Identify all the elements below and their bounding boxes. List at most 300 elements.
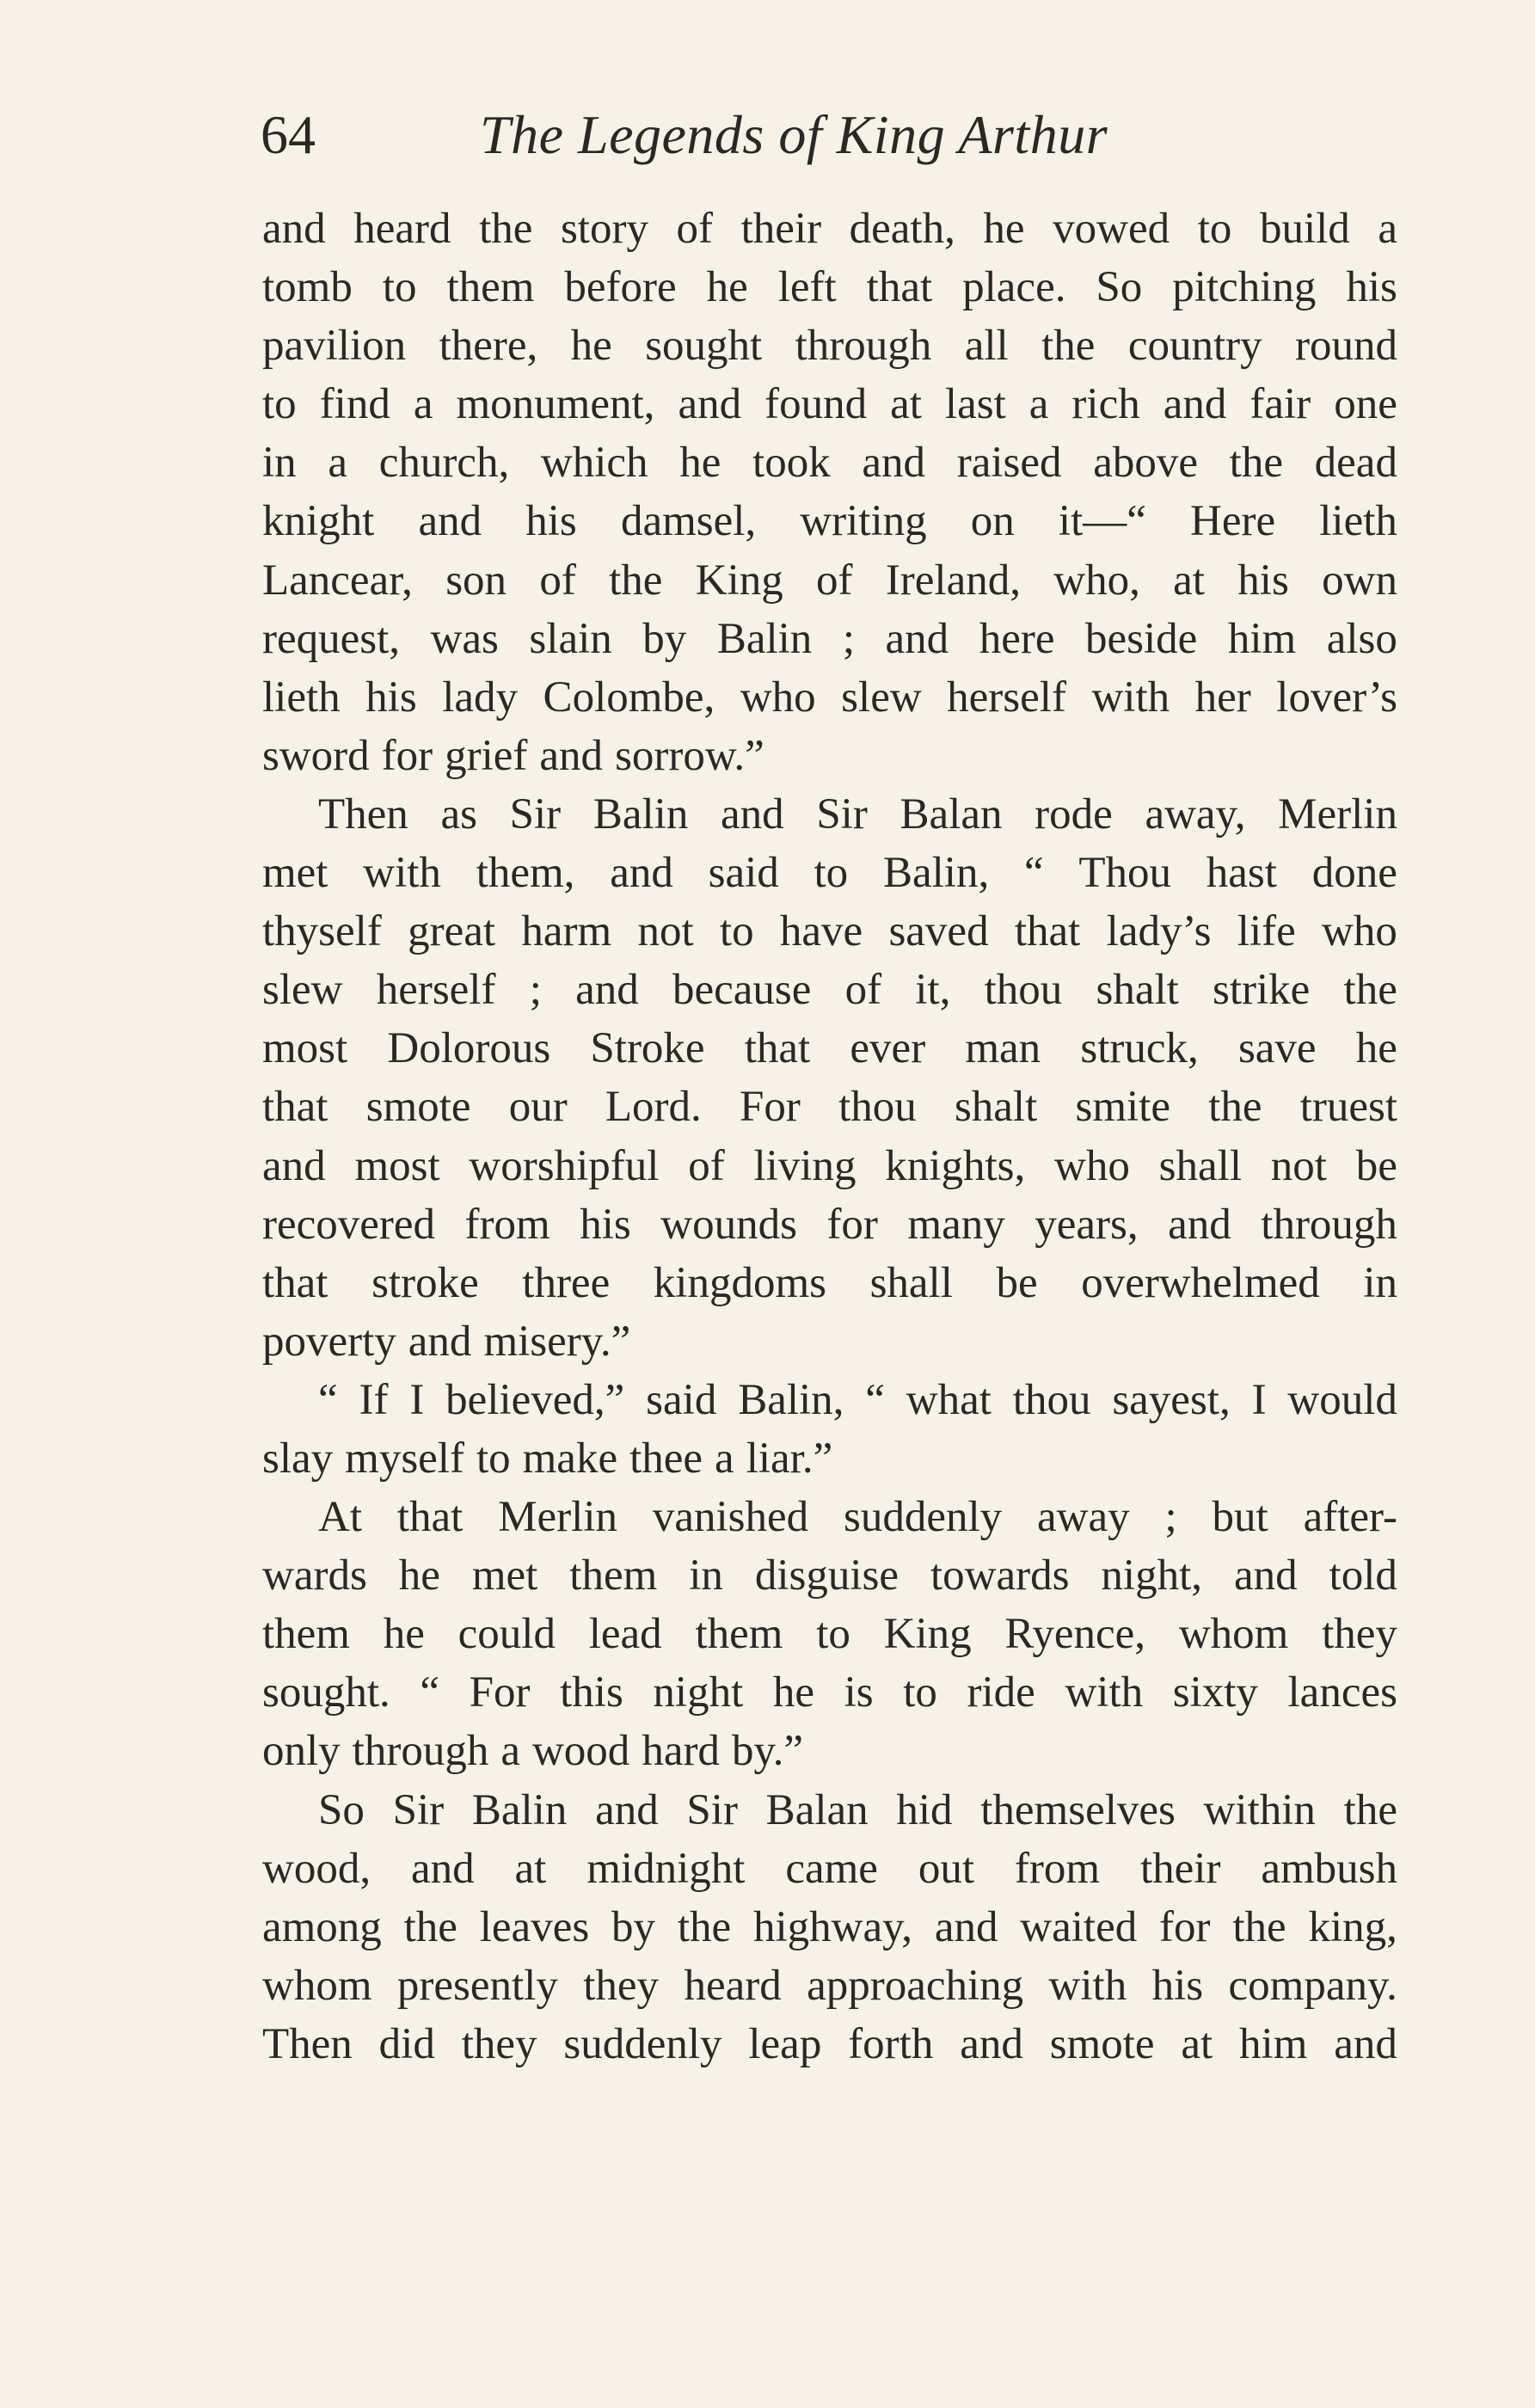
word: this <box>560 1668 623 1717</box>
word: and <box>575 966 639 1015</box>
word: lover’s <box>1276 673 1397 722</box>
word: after- <box>1303 1493 1397 1542</box>
text-line <box>262 492 1397 550</box>
word: waited <box>1020 1902 1138 1951</box>
word: who, <box>1053 556 1140 605</box>
word: King <box>695 556 783 605</box>
word: stroke <box>371 1258 479 1307</box>
word: ; <box>842 614 856 663</box>
word: disguise <box>754 1551 900 1600</box>
word: years, <box>1035 1200 1139 1249</box>
word: kingdoms <box>653 1258 826 1307</box>
word: hard <box>642 1727 720 1776</box>
word: because <box>672 966 812 1015</box>
book-title: The Legends of King Arthur <box>480 104 1108 165</box>
word: church, <box>378 439 510 488</box>
word: in <box>1363 1258 1397 1307</box>
text-line <box>262 668 1397 727</box>
word: raised <box>956 439 1062 488</box>
word: many <box>907 1200 1005 1249</box>
word: lady’s <box>1106 907 1212 956</box>
word: Sir <box>816 789 868 838</box>
word: before <box>564 263 677 312</box>
word: did <box>378 2019 435 2068</box>
word: away <box>1037 1493 1130 1542</box>
word: I <box>409 1375 425 1424</box>
word: in <box>689 1551 723 1600</box>
word: they <box>583 1961 660 2010</box>
word: thee <box>629 1434 703 1483</box>
word: his <box>580 1200 631 1249</box>
word: So <box>318 1785 365 1834</box>
word: heard <box>684 1961 782 2010</box>
word: that <box>1014 907 1081 956</box>
word: tomb <box>262 263 353 312</box>
word: by.” <box>731 1727 804 1776</box>
word: would <box>1287 1375 1397 1424</box>
word: he <box>383 1610 425 1659</box>
word: leaves <box>479 1902 590 1951</box>
word: suddenly <box>844 1493 1003 1542</box>
word: that <box>396 1493 464 1542</box>
word: lieth <box>1319 497 1397 546</box>
word: strike <box>1213 966 1311 1015</box>
word: at <box>1173 556 1205 605</box>
word: came <box>785 1844 878 1893</box>
word: among <box>262 1902 382 1951</box>
word: slew <box>841 673 922 722</box>
word: So <box>1096 263 1143 312</box>
text-line <box>262 961 1397 1019</box>
word: that <box>262 1083 328 1132</box>
word: rode <box>1035 789 1113 838</box>
word: Balin, <box>738 1375 844 1424</box>
word: he <box>570 322 612 371</box>
word: not <box>1270 1141 1327 1190</box>
word: sword <box>262 731 370 780</box>
word: he <box>706 263 748 312</box>
word: from <box>464 1200 550 1249</box>
word: all <box>964 322 1009 371</box>
word: “ <box>318 1375 338 1424</box>
word: and <box>539 731 604 780</box>
word: to <box>1197 205 1232 253</box>
text-line <box>262 844 1397 902</box>
word: son <box>445 556 507 605</box>
text-line <box>262 1371 1397 1429</box>
word: a <box>413 380 433 429</box>
text-line <box>262 1488 1397 1546</box>
word: saved <box>888 907 989 956</box>
word: suddenly <box>563 2019 722 2068</box>
word: For <box>469 1668 531 1717</box>
word: he <box>679 439 721 488</box>
text-line <box>262 1605 1397 1663</box>
word: place. <box>962 263 1066 312</box>
word: it, <box>915 966 951 1015</box>
text-line <box>262 1898 1397 1956</box>
word: they <box>1322 1610 1397 1659</box>
word: wards <box>262 1551 367 1600</box>
word: own <box>1322 556 1397 605</box>
word: pavilion <box>262 322 407 371</box>
word: of <box>844 966 882 1015</box>
word: her <box>1194 673 1251 722</box>
word: three <box>522 1258 611 1307</box>
word: and <box>1233 1551 1298 1600</box>
word: heard <box>353 205 451 253</box>
word: Balin <box>593 789 689 838</box>
word: highway, <box>752 1902 913 1951</box>
word: company. <box>1228 1961 1397 2010</box>
word: knights, <box>885 1141 1026 1190</box>
word: and <box>1334 2019 1397 2068</box>
word: lead <box>588 1610 662 1659</box>
word: vowed <box>1053 205 1170 253</box>
word: story <box>560 205 648 253</box>
body-text <box>262 200 1397 2073</box>
word: the <box>1232 1902 1286 1951</box>
word: him <box>1227 614 1297 663</box>
word: him <box>1239 2019 1308 2068</box>
word: smote <box>365 1083 471 1132</box>
word: the <box>479 205 533 253</box>
word: at <box>890 380 922 429</box>
word: If <box>359 1375 389 1424</box>
word: the <box>1041 322 1096 371</box>
word: the <box>403 1902 457 1951</box>
word: request, <box>262 614 401 663</box>
word: he <box>1355 1024 1397 1073</box>
word: themselves <box>980 1785 1176 1834</box>
word: them <box>446 263 535 312</box>
word: slay <box>262 1434 334 1483</box>
text-line <box>262 785 1397 844</box>
word: “ <box>420 1668 440 1717</box>
word: the <box>1208 1083 1262 1132</box>
word: last <box>944 380 1006 429</box>
word: forth <box>848 2019 934 2068</box>
word: of <box>676 205 714 253</box>
word: knight <box>262 497 375 546</box>
word: Ireland, <box>885 556 1021 605</box>
word: their <box>740 205 822 253</box>
word: through <box>795 322 932 371</box>
word: to <box>476 1434 511 1483</box>
word: “ <box>865 1375 885 1424</box>
word: the <box>1229 439 1283 488</box>
word: it—“ <box>1058 497 1146 546</box>
word: writing <box>800 497 927 546</box>
word: at <box>514 1844 547 1893</box>
word: and <box>262 1141 326 1190</box>
word: said <box>646 1375 717 1424</box>
word: myself <box>345 1434 464 1483</box>
word: Merlin <box>498 1493 618 1542</box>
word: could <box>457 1610 556 1659</box>
text-line <box>262 2015 1397 2073</box>
word: at <box>1181 2019 1213 2068</box>
word: his <box>1346 263 1397 312</box>
text-line <box>262 1019 1397 1078</box>
word: them <box>695 1610 783 1659</box>
word: rich <box>1071 380 1140 429</box>
word: wounds <box>660 1200 797 1249</box>
word: Sir <box>392 1785 445 1834</box>
word: hast <box>1206 849 1277 898</box>
word: and <box>411 1844 475 1893</box>
text-line <box>262 1840 1397 1898</box>
word: Balin <box>716 614 813 663</box>
text-line <box>262 1254 1397 1312</box>
word: that <box>262 1258 328 1307</box>
word: with <box>1065 1668 1144 1717</box>
word: with <box>1048 1961 1127 2010</box>
word: he <box>398 1551 440 1600</box>
word: met <box>262 849 328 898</box>
text-line <box>262 1137 1397 1195</box>
word: For <box>740 1083 801 1132</box>
word: midnight <box>586 1844 746 1893</box>
word: find <box>319 380 390 429</box>
word: night, <box>1101 1551 1202 1600</box>
word: through <box>1261 1200 1397 1249</box>
text-line <box>262 316 1397 375</box>
word: presently <box>396 1961 558 2010</box>
word: for <box>826 1200 878 1249</box>
word: from <box>1014 1844 1101 1893</box>
word: the <box>1343 966 1397 1015</box>
word: of <box>816 556 853 605</box>
word: liar.” <box>746 1434 833 1483</box>
word: ride <box>967 1668 1035 1717</box>
word: the <box>1343 1785 1397 1834</box>
word: harm <box>521 907 612 956</box>
word: found <box>764 380 868 429</box>
text-line <box>262 902 1397 961</box>
text-line <box>262 200 1397 258</box>
word: ambush <box>1261 1844 1397 1893</box>
word: to <box>719 907 754 956</box>
word: dead <box>1314 439 1397 488</box>
word: their <box>1139 1844 1221 1893</box>
word: “ <box>1023 849 1044 898</box>
word: beside <box>1085 614 1198 663</box>
word: have <box>779 907 863 956</box>
word: not <box>637 907 694 956</box>
word: and <box>960 2019 1023 2068</box>
word: damsel, <box>620 497 757 546</box>
word: Balan <box>765 1785 869 1834</box>
word: sought. <box>262 1668 390 1717</box>
word: herself <box>947 673 1066 722</box>
word: a <box>715 1434 734 1483</box>
word: shall <box>1158 1141 1242 1190</box>
word: great <box>408 907 496 956</box>
text-line <box>262 1078 1397 1136</box>
word: Stroke <box>590 1024 705 1073</box>
word: lady <box>442 673 519 722</box>
word: thou <box>1012 1375 1091 1424</box>
word: for <box>381 731 433 780</box>
text-line <box>262 258 1397 316</box>
word: as <box>440 789 477 838</box>
word: was <box>430 614 499 663</box>
word: Ryence, <box>1004 1610 1146 1659</box>
word: his <box>1237 556 1289 605</box>
word: Merlin <box>1278 789 1397 838</box>
word: and <box>721 789 784 838</box>
word: smite <box>1075 1083 1170 1132</box>
word: most <box>354 1141 440 1190</box>
word: done <box>1311 849 1397 898</box>
word: to <box>382 263 417 312</box>
word: Lord. <box>605 1083 702 1132</box>
word: to <box>814 849 849 898</box>
word: struck, <box>1080 1024 1199 1073</box>
word: save <box>1237 1024 1317 1073</box>
word: and <box>862 439 926 488</box>
word: his <box>1151 1961 1204 2010</box>
word: sayest, <box>1112 1375 1231 1424</box>
word: shall <box>869 1258 953 1307</box>
word: Balin, <box>882 849 990 898</box>
word: for <box>1159 1902 1211 1951</box>
word: here <box>979 614 1055 663</box>
word: be <box>1355 1141 1397 1190</box>
word: with <box>1091 673 1170 722</box>
word: said <box>708 849 779 898</box>
word: wood, <box>262 1844 371 1893</box>
word: one <box>1334 380 1397 429</box>
word: shalt <box>1096 966 1179 1015</box>
word: shalt <box>954 1083 1038 1132</box>
word: on <box>970 497 1015 546</box>
word: thou <box>838 1083 917 1132</box>
word: a <box>500 1727 520 1776</box>
word: met <box>471 1551 538 1600</box>
word: took <box>752 439 831 488</box>
word: a <box>1378 205 1397 253</box>
text-line <box>262 1781 1397 1840</box>
word: also <box>1326 614 1397 663</box>
word: man <box>965 1024 1041 1073</box>
word: thyself <box>262 907 382 956</box>
word: build <box>1259 205 1350 253</box>
word: wood <box>531 1727 630 1776</box>
word: believed,” <box>445 1375 625 1424</box>
word: approaching <box>807 1961 1024 2010</box>
word: of <box>688 1141 725 1190</box>
word: by <box>611 1902 655 1951</box>
word: smote <box>1049 2019 1155 2068</box>
text-line <box>262 1546 1397 1605</box>
word: At <box>318 1493 362 1542</box>
word: but <box>1212 1493 1268 1542</box>
word: sixty <box>1172 1668 1258 1717</box>
word: with <box>363 849 441 898</box>
word: and <box>408 1317 472 1366</box>
word: and <box>1163 380 1227 429</box>
word: make <box>522 1434 618 1483</box>
word: thou <box>984 966 1063 1015</box>
word: his <box>365 673 417 722</box>
word: the <box>609 556 663 605</box>
word: overwhelmed <box>1081 1258 1320 1307</box>
word: a <box>1028 380 1049 429</box>
word: slew <box>262 966 343 1015</box>
word: round <box>1295 322 1397 371</box>
text-line <box>262 610 1397 668</box>
word: is <box>844 1668 874 1717</box>
word: ever <box>850 1024 926 1073</box>
word: king, <box>1308 1902 1397 1951</box>
word: Sir <box>686 1785 738 1834</box>
word: Here <box>1190 497 1276 546</box>
word: only <box>262 1727 341 1776</box>
word: misery.” <box>483 1317 631 1366</box>
word: pitching <box>1172 263 1317 312</box>
word: I <box>1251 1375 1267 1424</box>
text-line <box>262 433 1397 492</box>
word: living <box>753 1141 857 1190</box>
word: grief <box>445 731 528 780</box>
text-line <box>262 1312 1397 1371</box>
word: sorrow.” <box>615 731 764 780</box>
word: and <box>1168 1200 1231 1249</box>
word: in <box>262 439 297 488</box>
word: Balan <box>900 789 1003 838</box>
word: Then <box>262 2019 353 2068</box>
word: recovered <box>262 1200 436 1249</box>
word: night <box>653 1668 744 1717</box>
word: Thou <box>1078 849 1172 898</box>
word: and <box>678 380 742 429</box>
word: hid <box>896 1785 953 1834</box>
word: which <box>540 439 648 488</box>
word: Balin <box>471 1785 568 1834</box>
word: away, <box>1145 789 1246 838</box>
word: he <box>772 1668 814 1717</box>
word: truest <box>1299 1083 1397 1132</box>
word: within <box>1203 1785 1316 1834</box>
word: what <box>906 1375 992 1424</box>
word: to <box>903 1668 937 1717</box>
text-line <box>262 1722 1397 1780</box>
word: life <box>1237 907 1296 956</box>
word: they <box>461 2019 537 2068</box>
word: Lancear, <box>262 556 413 605</box>
word: he <box>983 205 1025 253</box>
word: them <box>262 1610 350 1659</box>
word: most <box>262 1024 348 1073</box>
page-number: 64 <box>261 104 316 165</box>
word: Sir <box>509 789 562 838</box>
word: herself <box>376 966 496 1015</box>
word: and <box>262 205 326 253</box>
word: whom <box>262 1961 372 2010</box>
text-line <box>262 1663 1397 1722</box>
word: and <box>418 497 482 546</box>
word: above <box>1093 439 1198 488</box>
word: who <box>1054 1141 1130 1190</box>
word: told <box>1329 1551 1397 1600</box>
word: Then <box>318 789 408 838</box>
word: death, <box>849 205 955 253</box>
word: out <box>918 1844 975 1893</box>
word: lieth <box>262 673 341 722</box>
word: ; <box>529 966 542 1015</box>
